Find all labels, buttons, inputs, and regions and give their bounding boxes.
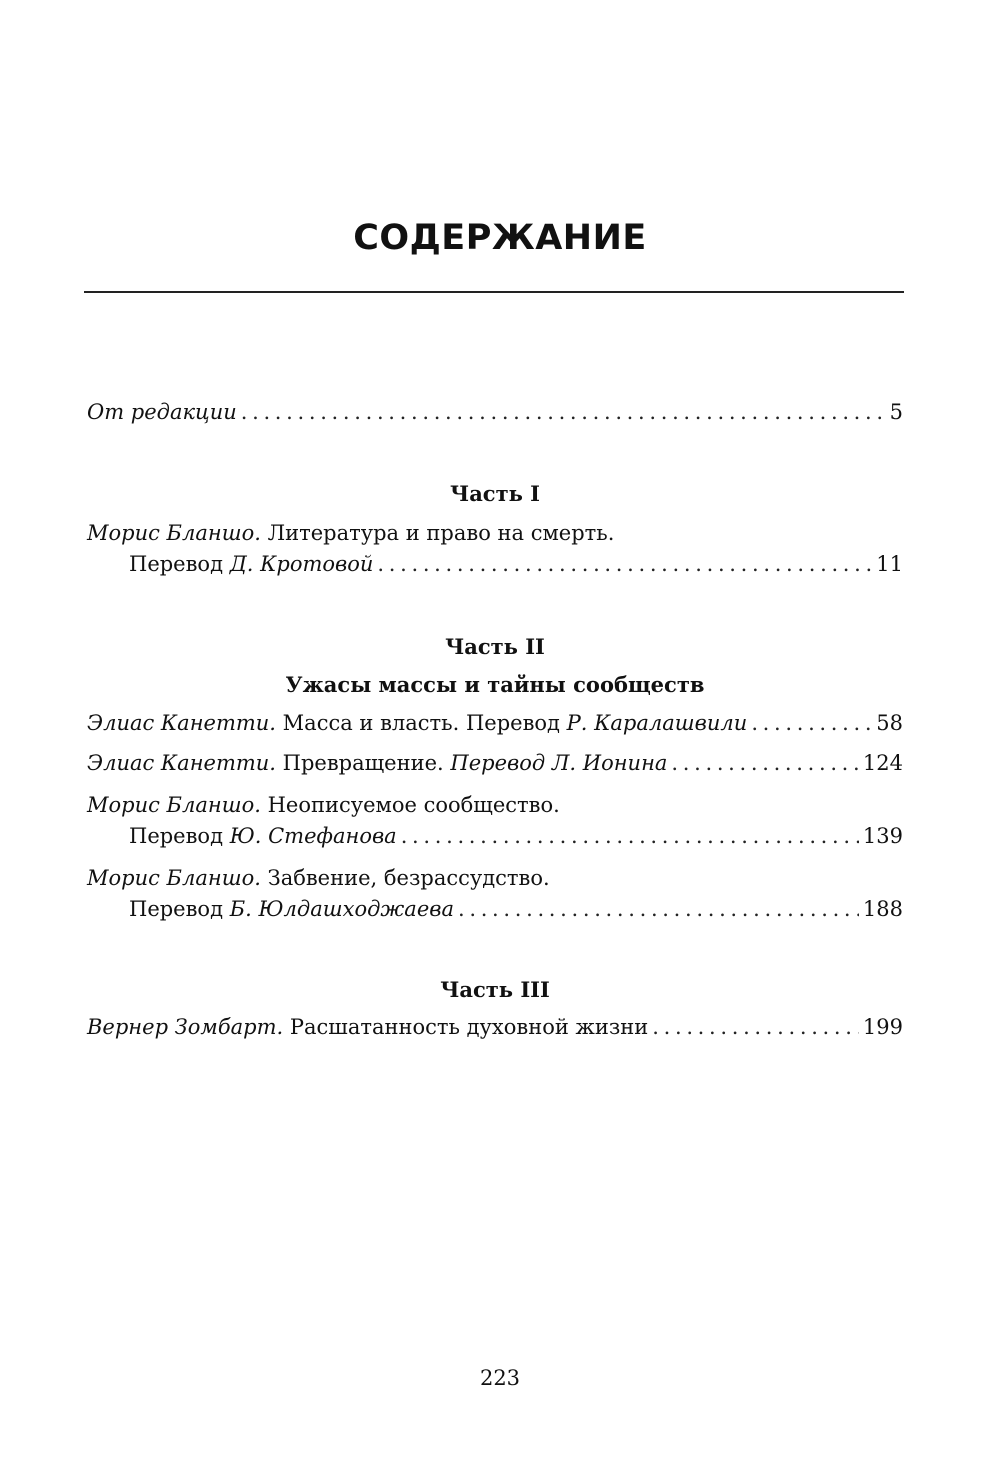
- leader-dots: [671, 748, 858, 778]
- entry-author: Элиас Канетти.: [87, 751, 276, 775]
- entry-author: Морис Бланшо.: [87, 521, 261, 545]
- entry-title: Забвение, безрассудство.: [267, 866, 550, 890]
- toc-entry-line[interactable]: [87, 1012, 903, 1042]
- entry-author: Вернер Зомбарт.: [87, 1015, 284, 1039]
- toc-entry-translation-line[interactable]: [129, 549, 903, 579]
- leader-dots: [401, 821, 859, 851]
- entry-page: 58: [876, 711, 903, 735]
- entry-translator: Л. Ионина: [551, 751, 668, 775]
- entry-page: 11: [876, 552, 903, 576]
- entry-page: 199: [862, 1015, 903, 1039]
- entry-page: 139: [862, 824, 903, 848]
- entry-title: Расшатанность духовной жизни: [289, 1015, 649, 1039]
- title-divider: [84, 291, 904, 293]
- translation-label: Перевод: [465, 711, 560, 735]
- leader-dots: [458, 894, 859, 924]
- toc-entry-translation-line[interactable]: [129, 894, 903, 924]
- translation-label: Перевод: [129, 552, 224, 576]
- leader-dots: [652, 1012, 859, 1042]
- toc-entry-editorial[interactable]: [87, 397, 903, 427]
- translation-label: Перевод: [129, 824, 224, 848]
- toc-entry-line[interactable]: [87, 790, 903, 820]
- entry-translator: Б. Юлдашходжаева: [229, 897, 454, 921]
- page-title: СОДЕРЖАНИЕ: [353, 218, 647, 258]
- toc-entry-line[interactable]: [87, 863, 903, 893]
- entry-translator: Д. Кротовой: [229, 552, 374, 576]
- toc-entry-line[interactable]: [87, 748, 903, 778]
- leader-dots: [377, 549, 872, 579]
- entry-page: 188: [862, 897, 903, 921]
- entry-title: Неописуемое сообщество.: [267, 793, 560, 817]
- toc-entry-line[interactable]: [87, 518, 903, 548]
- toc-entry-line[interactable]: [87, 708, 903, 738]
- entry-author: Морис Бланшо.: [87, 793, 261, 817]
- page-number: 223: [479, 1366, 521, 1390]
- translation-label: Перевод: [129, 897, 224, 921]
- leader-dots: [241, 397, 886, 427]
- part-heading: Часть I: [450, 481, 540, 506]
- leader-dots: [751, 708, 872, 738]
- translation-label: Перевод: [450, 751, 546, 775]
- entry-author: Элиас Канетти.: [87, 711, 276, 735]
- entry-translator: Ю. Стефанова: [229, 824, 397, 848]
- entry-page: 5: [889, 400, 903, 424]
- entry-title: Масса и власть.: [282, 711, 460, 735]
- part-heading: Часть III: [440, 977, 550, 1002]
- entry-translator: Р. Каралашвили: [566, 711, 748, 735]
- entry-title: Литература и право на смерть.: [267, 521, 615, 545]
- entry-page: 124: [862, 751, 903, 775]
- entry-title: От редакции: [87, 400, 237, 424]
- entry-author: Морис Бланшо.: [87, 866, 261, 890]
- part-subheading: Ужасы массы и тайны сообществ: [285, 672, 705, 697]
- entry-title: Превращение.: [282, 751, 444, 775]
- part-heading: Часть II: [445, 634, 545, 659]
- toc-entry-translation-line[interactable]: [129, 821, 903, 851]
